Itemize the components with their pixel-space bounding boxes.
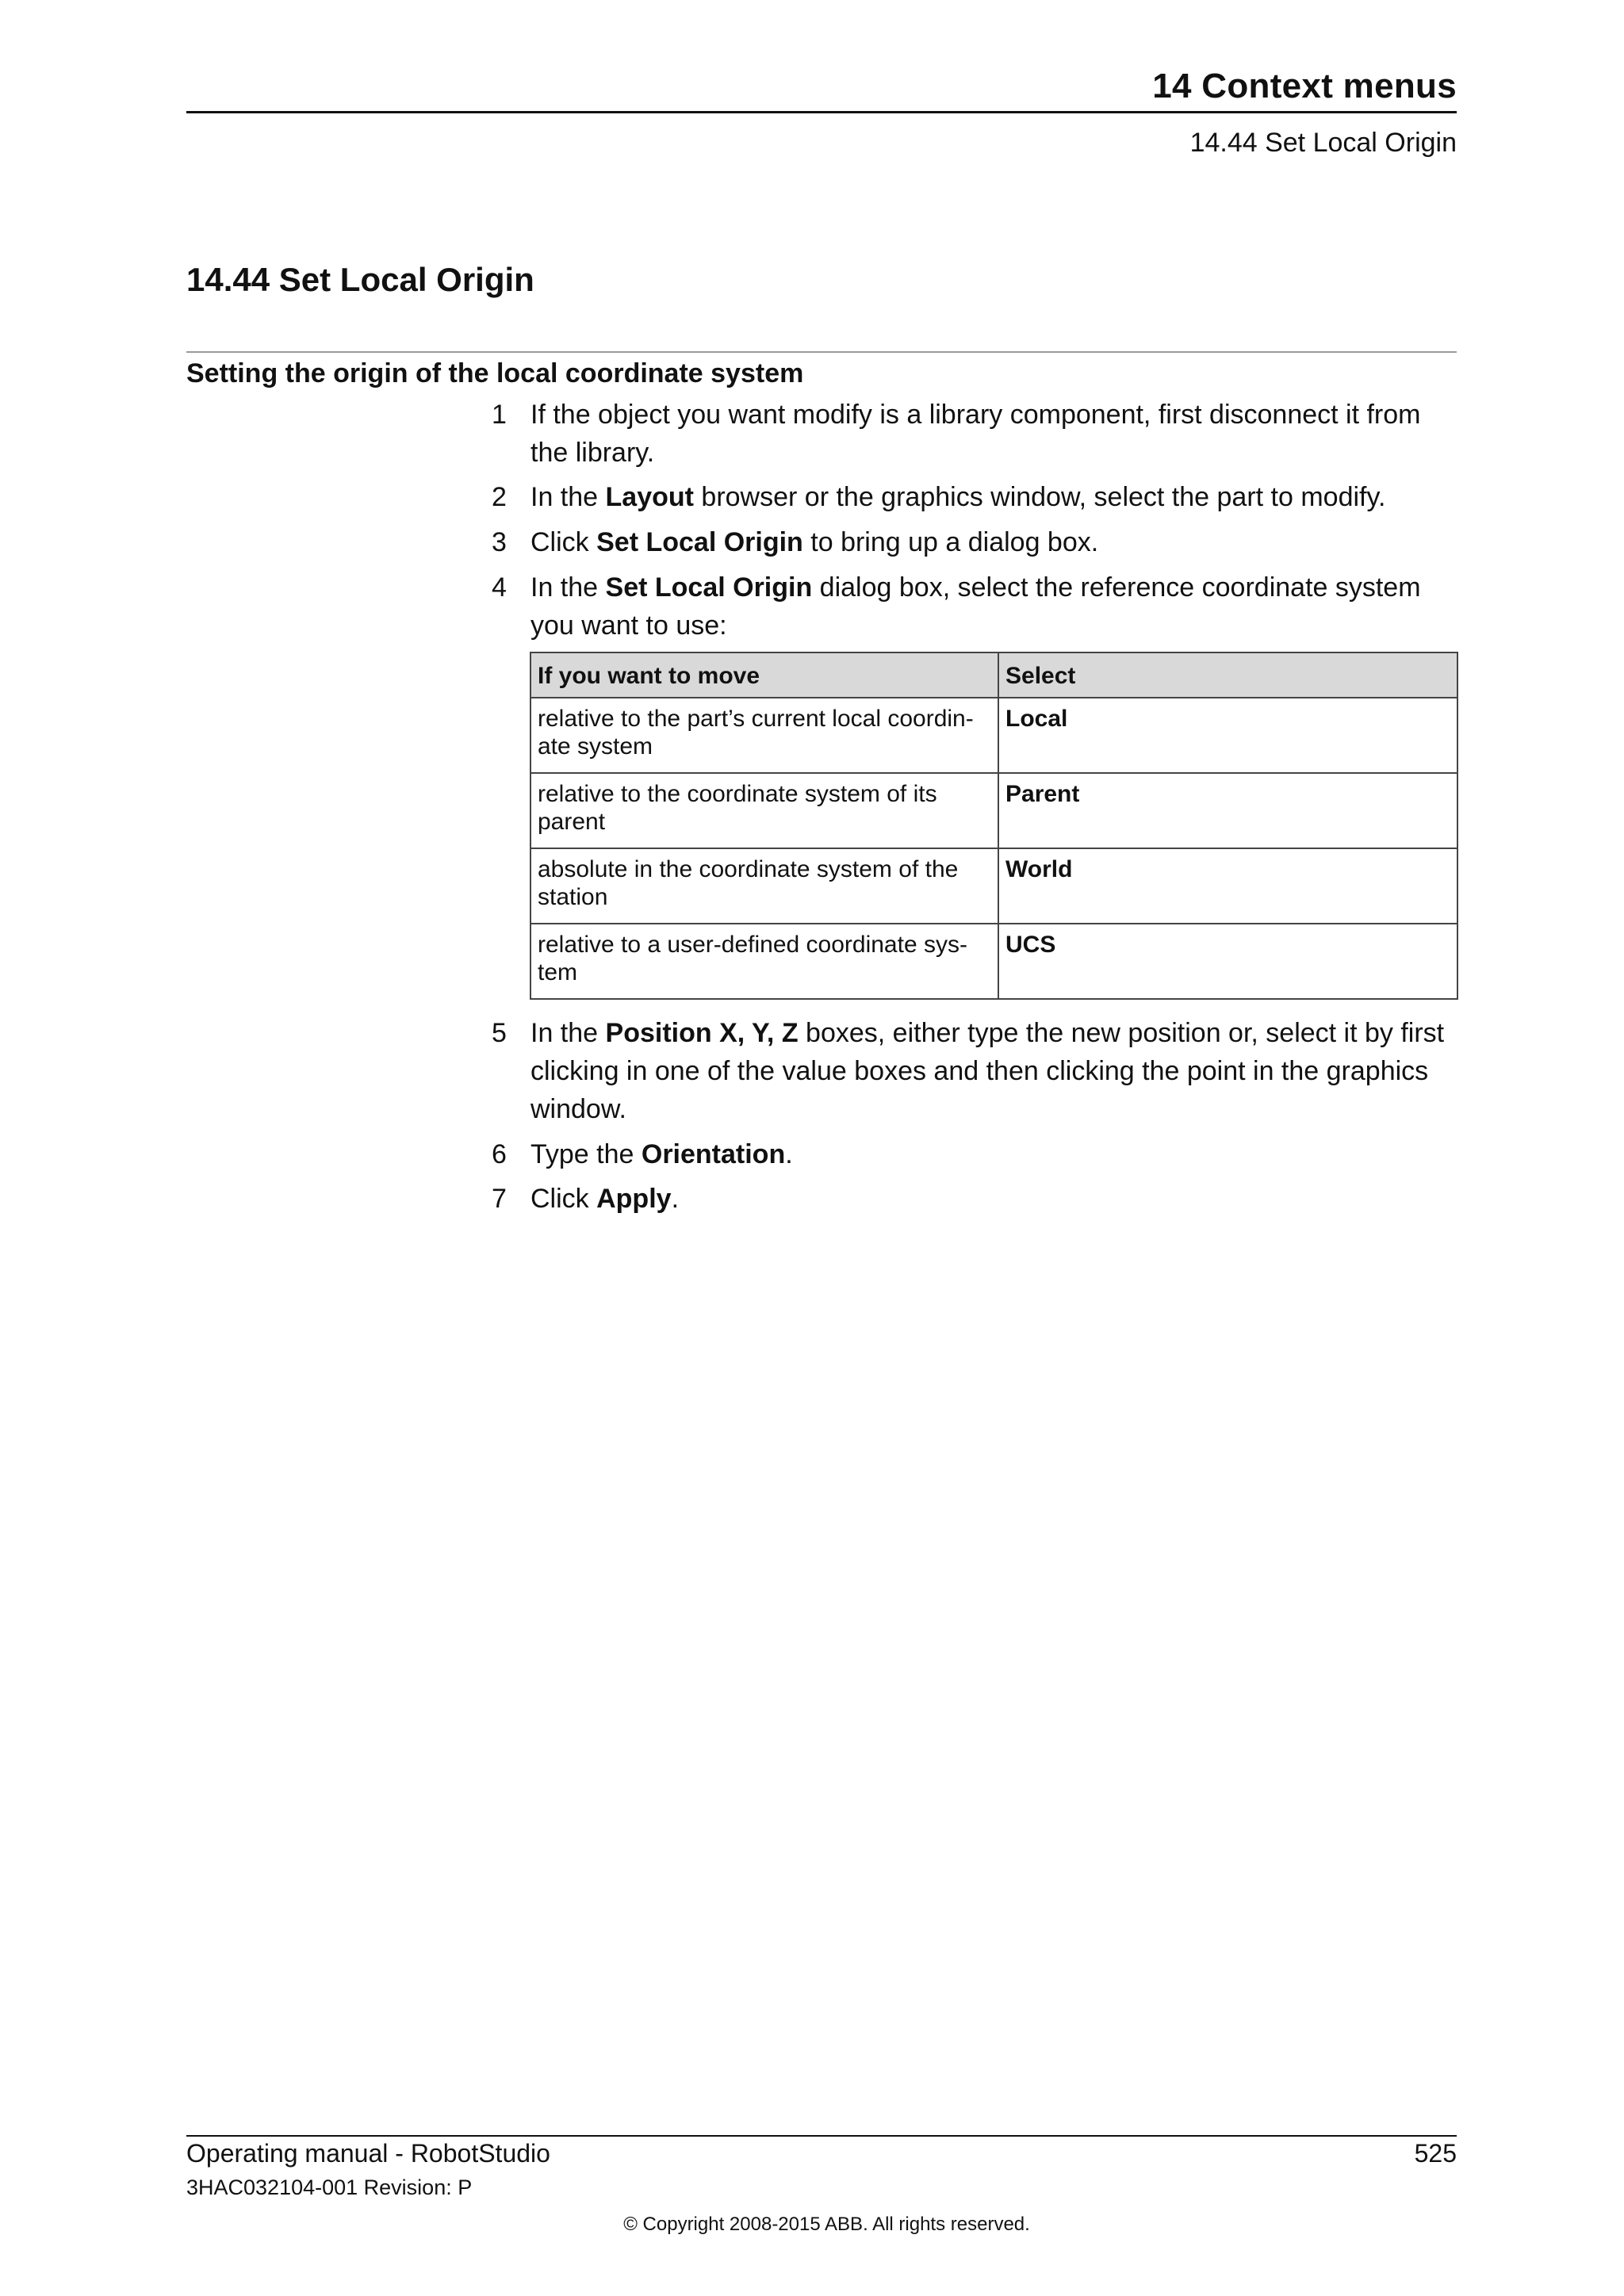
subsection-title: Setting the origin of the local coordinate system (186, 358, 804, 388)
running-header-chapter: 14 Context menus (1152, 67, 1457, 105)
ui-term-position-xyz: Position X, Y, Z (605, 1018, 799, 1048)
table-row (530, 773, 1457, 848)
header-divider (186, 111, 1457, 113)
table-row (530, 848, 1457, 924)
footer-manual-title: Operating manual - RobotStudio (186, 2139, 550, 2168)
step-text-part: to bring up a dialog box. (802, 527, 1099, 557)
step-text (530, 1180, 1457, 1218)
running-header-section: 14.44 Set Local Origin (1189, 128, 1457, 158)
ui-term-set-local-origin: Set Local Origin (605, 572, 813, 603)
footer-page-number: 525 (1414, 2139, 1457, 2168)
step-number: 6 (492, 1139, 507, 1169)
table-cell-condition: relative to the part’s current local coordin-ate system (530, 698, 998, 773)
ui-term-set-local-origin: Set Local Origin (596, 527, 803, 557)
step-text-part: In the (530, 482, 606, 512)
step-text-part: In the (530, 1018, 606, 1048)
step-text-part: browser or the graphics window, select the part to modify. (693, 482, 1386, 512)
step-text (530, 523, 1457, 561)
step-text-part: dialog box, select the reference coordinate system you want to use: (530, 572, 1421, 641)
table-cell-selection: Local (998, 698, 1457, 773)
table-cell-condition: absolute in the coordinate system of the station (530, 848, 998, 924)
table-header-row (530, 652, 1457, 698)
step-item (492, 1135, 1457, 1173)
step-number: 3 (492, 527, 507, 557)
footer-revision: 3HAC032104-001 Revision: P (186, 2175, 473, 2199)
step-number: 7 (492, 1184, 507, 1214)
step-text-part: . (671, 1184, 680, 1214)
table-cell-selection: UCS (998, 924, 1457, 999)
step-text-part: Click (530, 1184, 597, 1214)
step-number: 4 (492, 572, 507, 603)
step-text-part: boxes, either type the new position or, select it by first clicking in one of the value boxes and then clicking the point in the graphics window. (530, 1018, 1445, 1124)
coordinate-system-table (530, 652, 1458, 1000)
table-cell-condition: relative to a user-defined coordinate sys-tem (530, 924, 998, 999)
step-number: 2 (492, 482, 507, 512)
step-text (530, 1135, 1457, 1173)
step-text-part: In the (530, 572, 606, 603)
ui-term-orientation: Orientation (641, 1139, 786, 1169)
step-text-part: Type the (530, 1139, 642, 1169)
step-item (492, 523, 1457, 561)
section-title: 14.44 Set Local Origin (186, 261, 534, 298)
footer-copyright: © Copyright 2008-2015 ABB. All rights reserved. (623, 2214, 1030, 2235)
table-header-cell: Select (998, 652, 1457, 698)
ui-term-apply: Apply (596, 1184, 672, 1214)
footer-divider (186, 2135, 1457, 2137)
step-item (492, 1180, 1457, 1218)
table-row (530, 924, 1457, 999)
step-text (530, 478, 1457, 516)
ui-term-layout: Layout (605, 482, 694, 512)
step-text-part: If the object you want modify is a library component, first disconnect it from the library. (530, 400, 1421, 468)
step-text-part: . (785, 1139, 793, 1169)
table-cell-condition: relative to the coordinate system of its parent (530, 773, 998, 848)
step-number: 5 (492, 1018, 507, 1048)
step-text (530, 568, 1457, 645)
table-header-cell: If you want to move (530, 652, 998, 698)
table-cell-selection: Parent (998, 773, 1457, 848)
step-text (530, 1014, 1457, 1128)
step-item (492, 478, 1457, 516)
table-cell-selection: World (998, 848, 1457, 924)
step-number: 1 (492, 400, 507, 430)
step-text-part: Click (530, 527, 597, 557)
step-item (492, 396, 1457, 472)
step-item (492, 1014, 1457, 1128)
step-item (492, 568, 1457, 645)
step-text (530, 396, 1457, 472)
subsection-divider (186, 351, 1457, 353)
table-row (530, 698, 1457, 773)
